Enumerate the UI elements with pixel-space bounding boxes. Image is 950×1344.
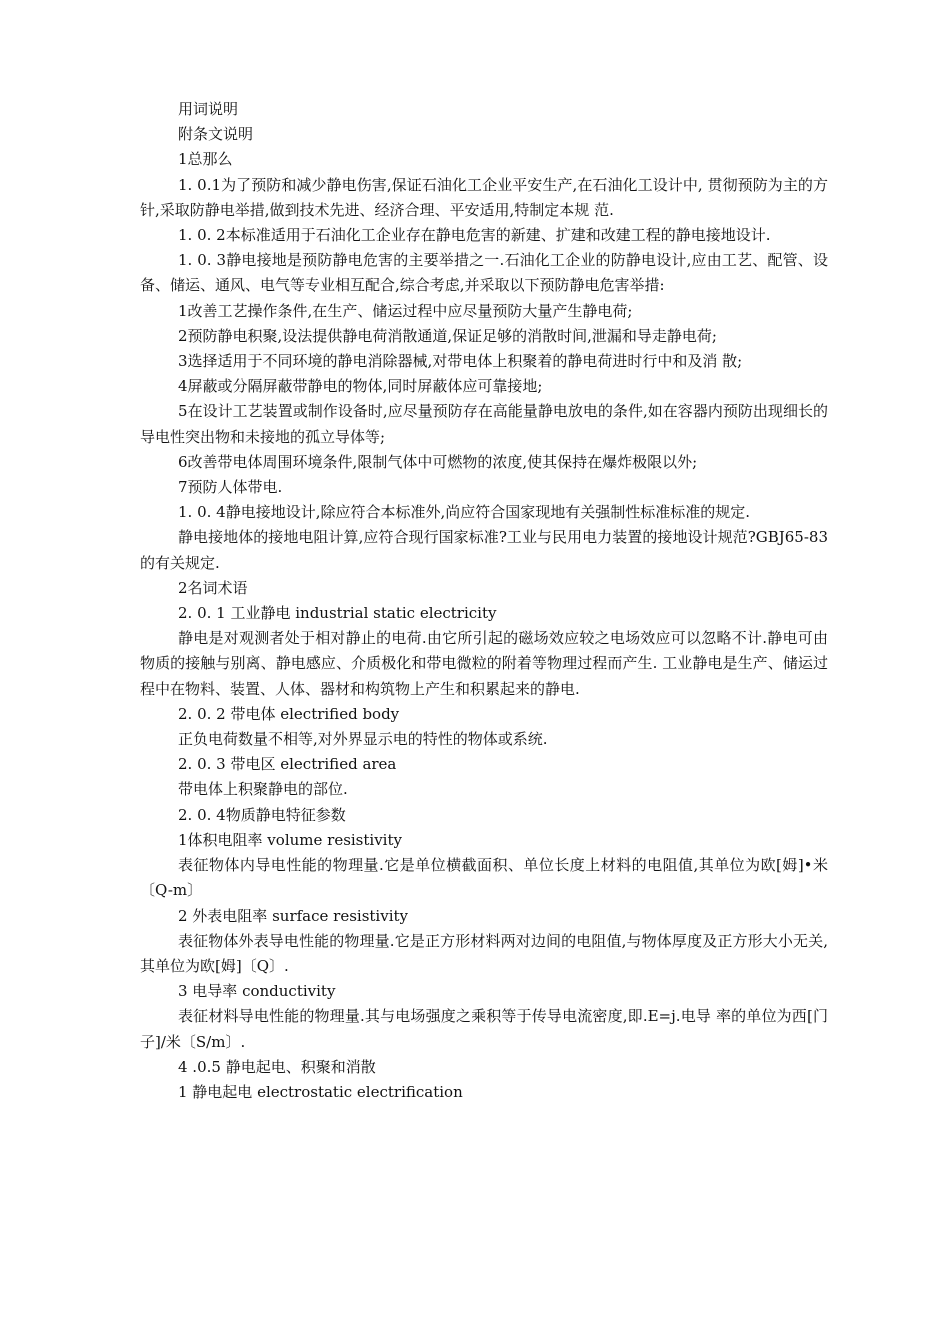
term-2-0-3-definition: 带电体上积聚静电的部位.: [178, 780, 348, 799]
measure-item-7: 7预防人体带电.: [178, 478, 283, 497]
param-volume-resistivity: 1体积电阻率 volume resistivity: [178, 830, 402, 849]
term-2-0-2: 2. 0. 2 带电体 electrified body: [178, 704, 400, 723]
term-2-0-3: 2. 0. 3 带电区 electrified area: [178, 755, 397, 774]
measure-item-2: 2预防静电积聚,设法提供静电荷消散通道,保证足够的消散时间,泄漏和导走静电荷;: [178, 326, 717, 345]
param-conductivity-definition: 表征材料导电性能的物理量.其与电场强度之乘积等于传导电流密度,即.E=j.电导 率的单位为西[门子]/米〔S/m〕.: [140, 1007, 828, 1051]
term-2-0-1: 2. 0. 1 工业静电 industrial static electricity: [178, 604, 497, 623]
param-surface-resistivity-definition: 表征物体外表导电性能的物理量.它是正方形材料两对边间的电阻值,与物体厚度及正方形大小无关,其单位为欧[姆]〔Q〕.: [140, 931, 828, 975]
section-heading-terms: 2名词术语: [178, 578, 248, 597]
term-electrostatic-electrification: 1 静电起电 electrostatic electrification: [178, 1082, 463, 1101]
term-4-0-5: 4 .0.5 静电起电、积聚和消散: [178, 1057, 376, 1076]
grounding-resistance-note: 静电接地体的接地电阻计算,应符合现行国家标准?工业与民用电力装置的接地设计规范?GBJ65-83的有关规定.: [140, 528, 828, 572]
heading-terms-note: 用词说明: [178, 100, 239, 118]
measure-item-5: 5在设计工艺装置或制作设备时,应尽量预防存在高能量静电放电的条件,如在容器内预防出现细长的导电性突出物和未接地的孤立导体等;: [140, 402, 828, 446]
param-conductivity: 3 电导率 conductivity: [178, 982, 336, 1001]
clause-1-0-2: 1. 0. 2本标准适用于石油化工企业存在静电危害的新建、扩建和改建工程的静电接地设计.: [178, 226, 771, 245]
measure-item-6: 6改善带电体周围环境条件,限制气体中可燃物的浓度,使其保持在爆炸极限以外;: [178, 452, 698, 471]
clause-1-0-3: 1. 0. 3静电接地是预防静电危害的主要举措之一.石油化工企业的防静电设计,应由工艺、配管、设备、储运、通风、电气等专业相互配合,综合考虑,并采取以下预防静电危害举措:: [140, 251, 828, 295]
clause-1-0-1: 1. 0.1为了预防和减少静电伤害,保证石油化工企业平安生产,在石油化工设计中, 贯彻预防为主的方针,采取防静电举措,做到技术先进、经济合理、平安适用,特制定本规 范.: [140, 175, 828, 219]
document-body: [140, 97, 828, 1105]
param-volume-resistivity-definition: 表征物体内导电性能的物理量.它是单位横截面积、单位长度上材料的电阻值,其单位为欧[姆]•米〔Q-m〕: [140, 856, 828, 900]
measure-item-3: 3选择适用于不同环境的静电消除器械,对带电体上积聚着的静电荷进时行中和及消 散;: [178, 352, 743, 371]
measure-item-4: 4屏蔽或分隔屏蔽带静电的物体,同时屏蔽体应可靠接地;: [178, 377, 543, 396]
heading-appendix-note: 附条文说明: [178, 125, 254, 144]
param-surface-resistivity: 2 外表电阻率 surface resistivity: [178, 906, 408, 925]
measure-item-1: 1改善工艺操作条件,在生产、储运过程中应尽量预防大量产生静电荷;: [178, 301, 633, 320]
term-2-0-2-definition: 正负电荷数量不相等,对外界显示电的特性的物体或系统.: [178, 730, 548, 749]
section-heading-general: 1总那么: [178, 150, 233, 169]
clause-1-0-4: 1. 0. 4静电接地设计,除应符合本标准外,尚应符合国家现地有关强制性标准标准的规定.: [178, 503, 751, 522]
term-2-0-1-definition: 静电是对观测者处于相对静止的电荷.由它所引起的磁场效应较之电场效应可以忽略不计.静电可由物质的接触与别离、静电感应、介质极化和带电微粒的附着等物理过程而产生. 工业静电是生产、储运过程中在物料、装置、人体、器材和构筑物上产生和积累起来的静电.: [140, 629, 828, 698]
term-2-0-4: 2. 0. 4物质静电特征参数: [178, 805, 346, 824]
